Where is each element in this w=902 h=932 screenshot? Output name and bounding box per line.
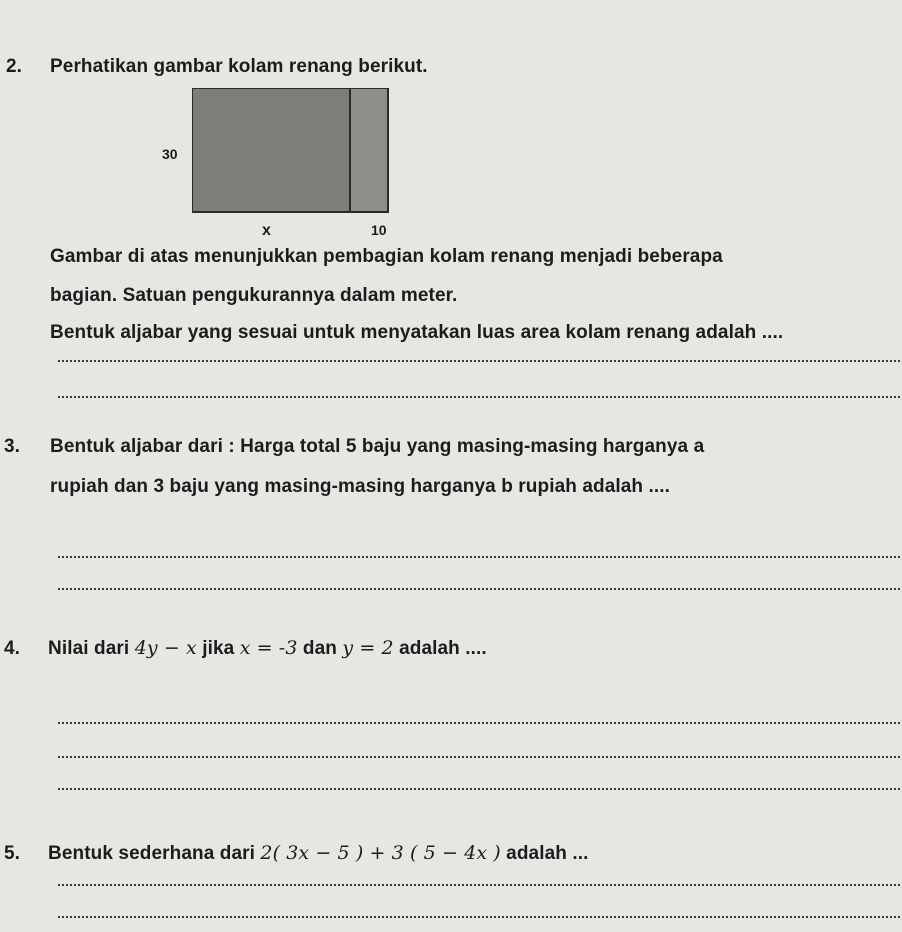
label-height: 30 xyxy=(162,146,178,162)
answer-line xyxy=(58,360,900,362)
question-4-text-b: jika xyxy=(196,638,240,659)
answer-line xyxy=(58,884,900,886)
question-5-expression: 2( 3x − 5 ) + 3 ( 5 − 4x ) xyxy=(260,842,501,864)
label-width-x: x xyxy=(262,222,271,239)
question-4-condition-y: y = 2 xyxy=(342,637,394,659)
label-width-10: 10 xyxy=(371,222,387,238)
question-5-text-a: Bentuk sederhana dari xyxy=(48,843,261,864)
question-2-number: 2. xyxy=(6,56,22,77)
question-3-line2: rupiah dan 3 baju yang masing-masing harganya b rupiah adalah .... xyxy=(50,476,671,497)
question-2-prompt: Perhatikan gambar kolam renang berikut. xyxy=(50,56,428,77)
pool-diagram xyxy=(192,88,392,214)
pool-section-left xyxy=(192,88,350,212)
answer-line xyxy=(58,788,900,790)
answer-line xyxy=(58,722,900,724)
answer-line xyxy=(58,756,900,758)
question-5-number: 5. xyxy=(4,843,21,864)
answer-line xyxy=(58,916,900,918)
pool-diagram-svg xyxy=(192,88,392,214)
question-4-text-c: dan xyxy=(297,638,343,659)
answer-line xyxy=(58,556,900,558)
question-4-number: 4. xyxy=(4,638,21,659)
answer-line xyxy=(58,396,900,398)
q2-body-line3: Bentuk aljabar yang sesuai untuk menyatakan luas area kolam renang adalah .... xyxy=(50,322,784,343)
question-4-text-d: adalah .... xyxy=(393,638,487,659)
question-5-text-b: adalah ... xyxy=(500,843,589,864)
question-4-text-a: Nilai dari xyxy=(48,638,135,659)
question-3-line1: Bentuk aljabar dari : Harga total 5 baju yang masing-masing harganya a xyxy=(50,436,705,457)
question-5 xyxy=(4,842,588,865)
question-4-expression: 4y − x xyxy=(134,637,197,659)
question-4 xyxy=(4,637,487,660)
q2-body-line2: bagian. Satuan pengukurannya dalam meter. xyxy=(50,285,458,306)
answer-line xyxy=(58,588,900,590)
question-4-condition-x: x = -3 xyxy=(239,637,298,659)
q2-body-line1: Gambar di atas menunjukkan pembagian kolam renang menjadi beberapa xyxy=(50,246,723,267)
pool-section-right xyxy=(350,88,388,212)
question-3-number: 3. xyxy=(4,436,20,457)
